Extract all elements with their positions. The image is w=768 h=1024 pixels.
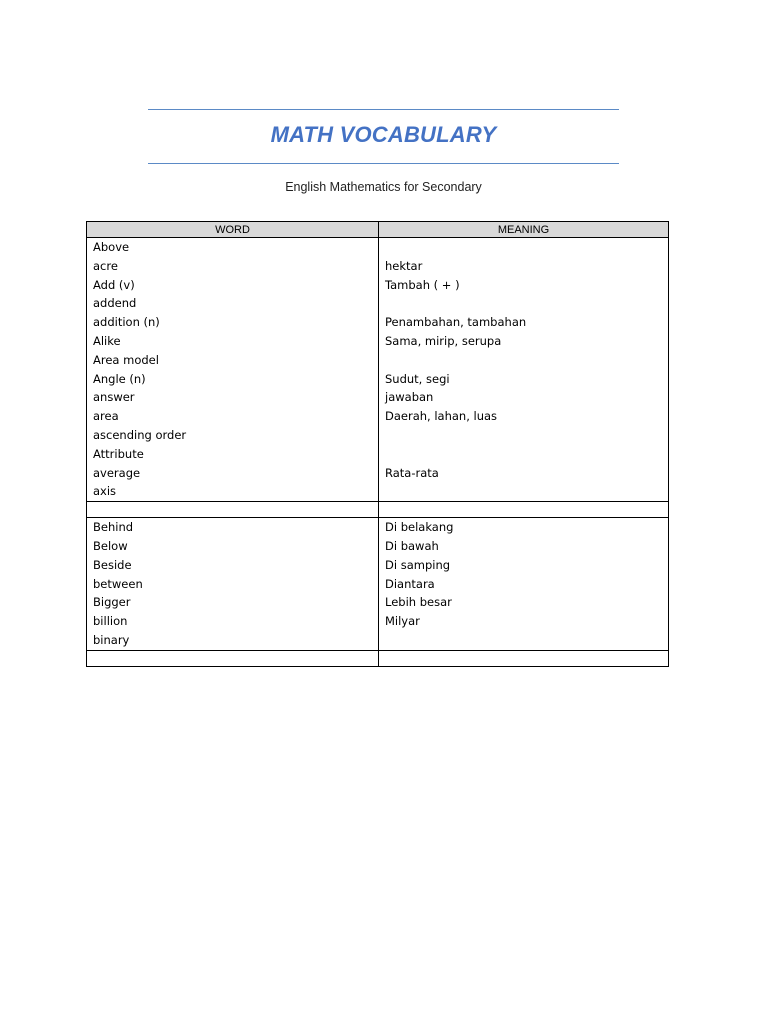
vocab-word: Add (v) <box>93 277 135 292</box>
vocab-word: Area model <box>93 352 159 367</box>
meaning-cell <box>379 518 669 651</box>
vocab-group <box>87 518 669 651</box>
vocab-word: billion <box>93 614 128 629</box>
vocab-meaning <box>385 482 662 501</box>
vocab-meaning: Lebih besar <box>385 595 452 610</box>
title-bottom-rule <box>148 163 619 164</box>
word-column-header: WORD <box>87 222 379 238</box>
vocab-meaning: Di bawah <box>385 538 439 553</box>
vocab-meaning <box>385 445 662 464</box>
vocab-word: Beside <box>93 557 132 572</box>
vocab-word: binary <box>93 632 130 647</box>
vocab-meaning: Sudut, segi <box>385 371 450 386</box>
vocab-meaning: Penambahan, tambahan <box>385 315 527 330</box>
vocab-meaning: hektar <box>385 258 423 273</box>
vocab-word: answer <box>93 390 135 405</box>
vocab-meaning: Diantara <box>385 576 435 591</box>
vocab-word: Bigger <box>93 595 131 610</box>
spacer-row <box>87 502 669 518</box>
vocab-meaning: Rata-rata <box>385 465 439 480</box>
vocab-word: axis <box>93 484 117 499</box>
word-cell <box>87 518 379 651</box>
empty-cell <box>379 650 669 666</box>
vocab-word: Behind <box>93 520 134 535</box>
vocab-word: area <box>93 409 119 424</box>
spacer-row <box>87 650 669 666</box>
vocab-word: Angle (n) <box>93 371 146 386</box>
vocab-word: addend <box>93 296 137 311</box>
vocabulary-table-body <box>87 238 669 667</box>
vocab-meaning: jawaban <box>385 390 434 405</box>
vocabulary-table <box>86 221 669 667</box>
table-header-row <box>87 222 669 238</box>
vocab-meaning: Milyar <box>385 614 420 629</box>
page-title: MATH VOCABULARY <box>270 122 497 147</box>
vocab-meaning: Daerah, lahan, luas <box>385 409 498 424</box>
vocab-word: Alike <box>93 333 121 348</box>
empty-cell <box>379 502 669 518</box>
vocab-meaning: Sama, mirip, serupa <box>385 333 502 348</box>
vocab-word: Above <box>93 240 130 254</box>
vocab-meaning <box>385 631 662 650</box>
page-subtitle: English Mathematics for Secondary <box>285 180 482 194</box>
vocab-meaning: Tambah ( + ) <box>385 277 460 292</box>
word-cell <box>87 238 379 502</box>
empty-cell <box>87 650 379 666</box>
title-top-rule <box>148 109 619 110</box>
meaning-column-header: MEANING <box>379 222 669 238</box>
vocab-meaning <box>385 294 662 313</box>
vocab-group <box>87 238 669 502</box>
vocab-meaning <box>385 238 662 257</box>
vocab-word: average <box>93 465 141 480</box>
vocab-word: Attribute <box>93 446 144 461</box>
vocab-meaning <box>385 351 662 370</box>
vocab-meaning: Di samping <box>385 557 451 572</box>
vocab-word: addition (n) <box>93 315 160 330</box>
meaning-cell <box>379 238 669 502</box>
vocab-meaning <box>385 426 662 445</box>
vocab-meaning: Di belakang <box>385 520 454 535</box>
vocab-word: between <box>93 576 143 591</box>
vocab-word: Below <box>93 538 128 553</box>
empty-cell <box>87 502 379 518</box>
vocab-word: acre <box>93 258 118 273</box>
vocab-word: ascending order <box>93 427 187 442</box>
